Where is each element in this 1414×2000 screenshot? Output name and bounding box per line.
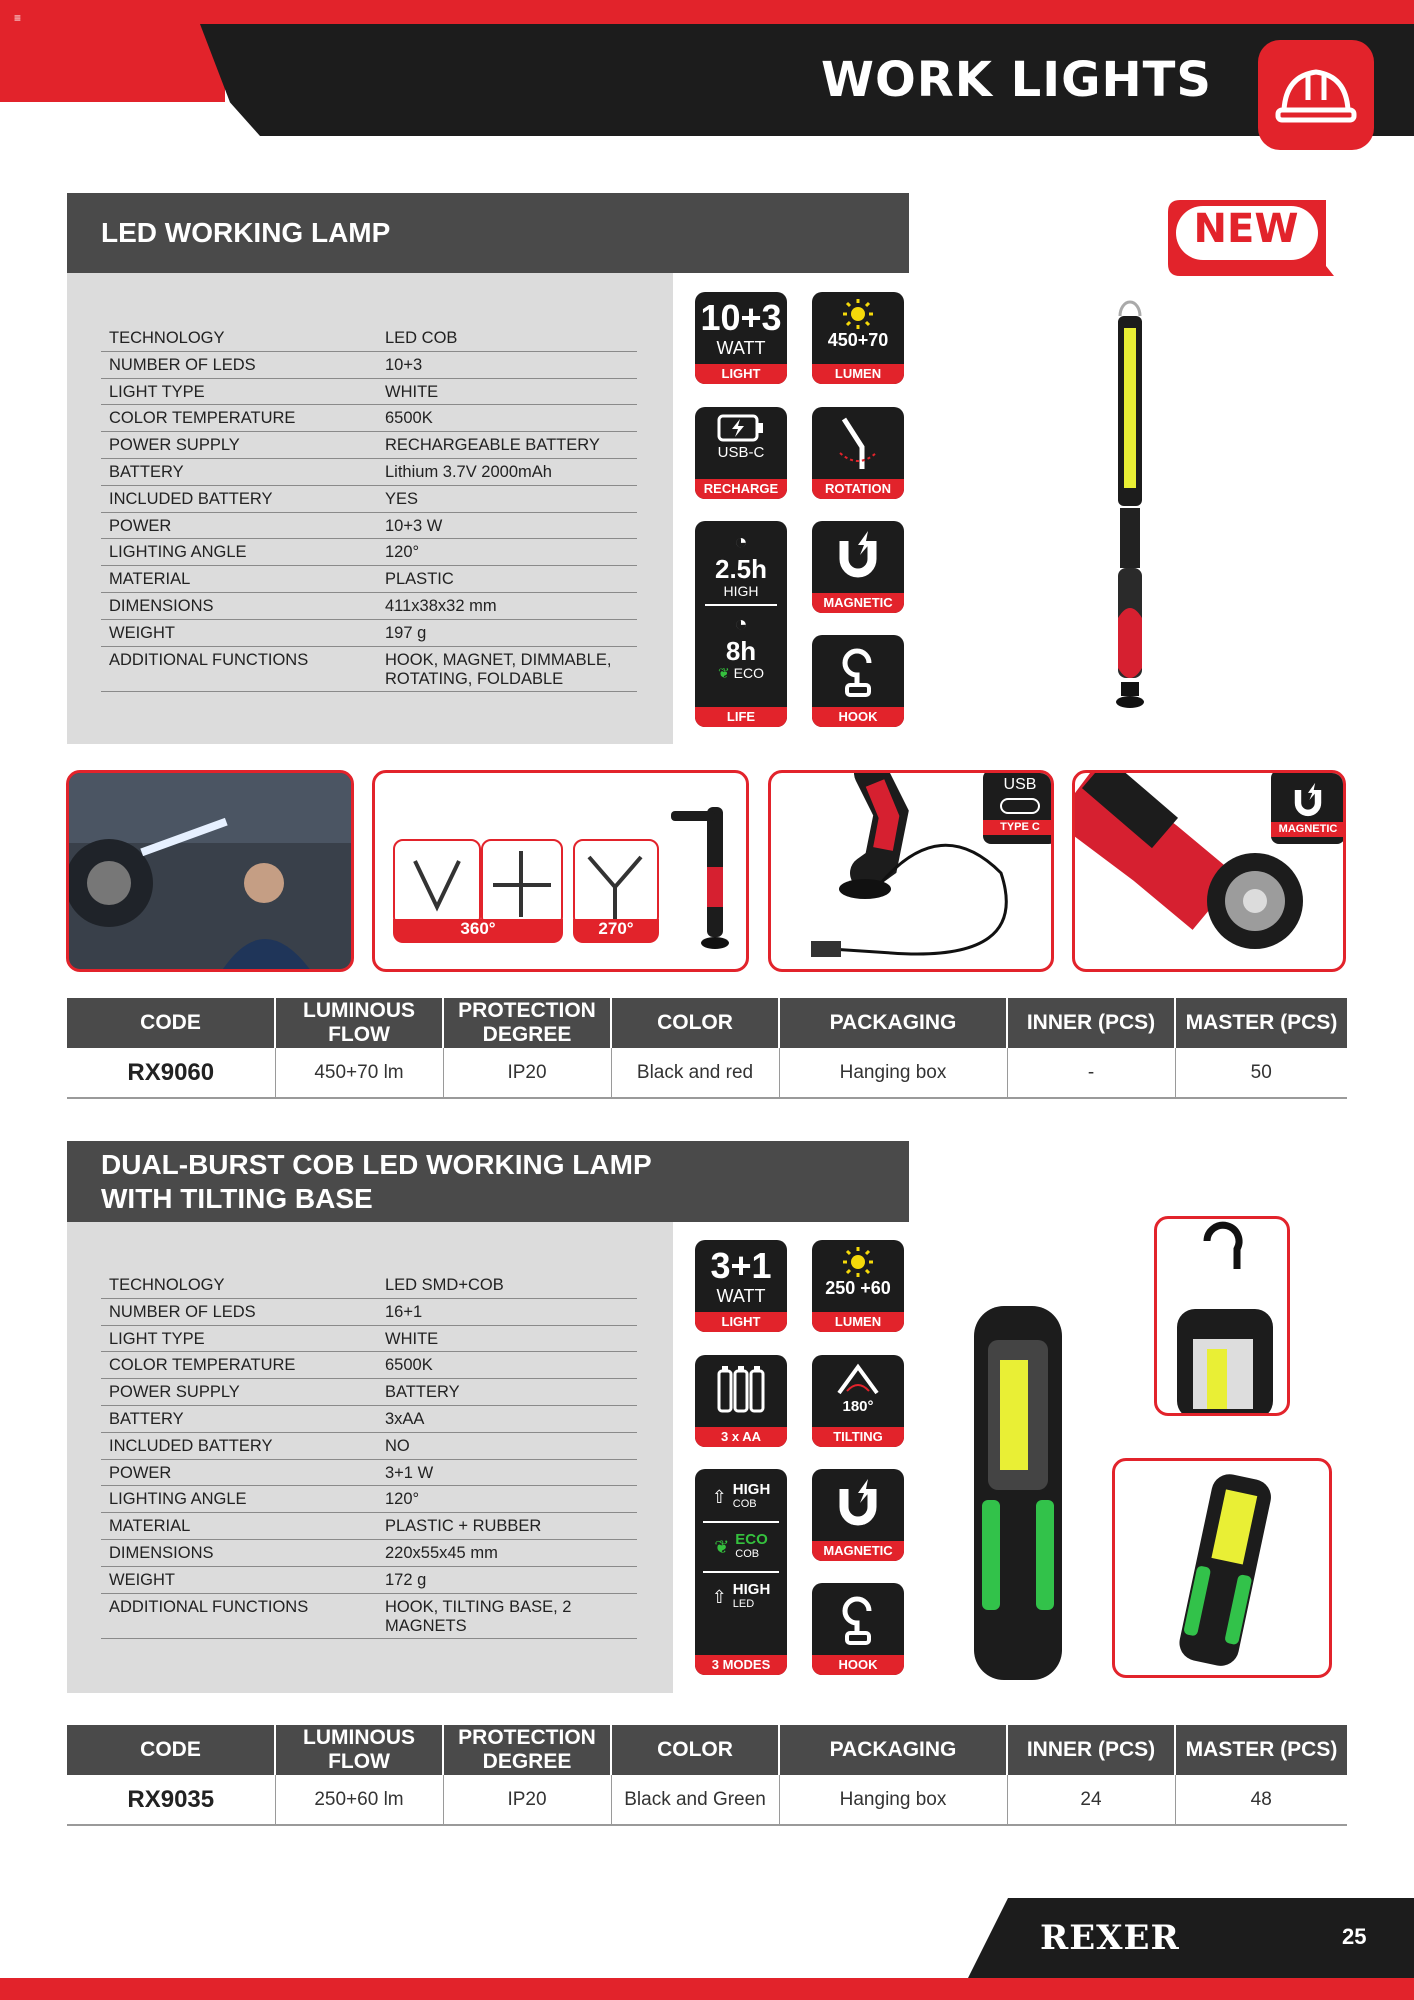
- spec-value: PLASTIC + RUBBER: [385, 1517, 542, 1536]
- table-row: [67, 1048, 1347, 1098]
- hook-icon: [833, 1589, 883, 1649]
- feature-label: LUMEN: [812, 1312, 904, 1332]
- spec-row: [101, 593, 637, 620]
- feature-rotation: [812, 407, 904, 499]
- spec-key: TECHNOLOGY: [109, 329, 225, 347]
- spec-value: 10+3: [385, 355, 423, 374]
- spec-row: [101, 1326, 637, 1353]
- mode-high-cob: [695, 1469, 787, 1511]
- protection-degree: IP20: [443, 1775, 611, 1825]
- product-2-title-bar: [67, 1141, 909, 1222]
- product-1-title: LED WORKING LAMP: [101, 217, 391, 248]
- spec-key: LIGHT TYPE: [109, 382, 205, 401]
- spec-value: WHITE: [385, 382, 439, 401]
- spec-row: [101, 513, 637, 540]
- life-high-label: HIGH: [723, 583, 759, 599]
- feature-tilting: [812, 1355, 904, 1447]
- spec-row: [101, 539, 637, 566]
- col-inner: INNER (PCS): [1007, 1725, 1175, 1775]
- feature-watt: [695, 292, 787, 384]
- spec-value: 16+1: [385, 1302, 423, 1321]
- product-1-spec-table: [101, 325, 637, 692]
- spec-row: [101, 486, 637, 513]
- spec-row: [101, 1433, 637, 1460]
- spec-value: NO: [385, 1436, 410, 1455]
- spec-key: POWER: [109, 516, 172, 535]
- mode-sub: COB: [735, 1548, 760, 1560]
- spec-key: COLOR TEMPERATURE: [109, 1356, 296, 1375]
- spec-row: [101, 405, 637, 432]
- magnetic-base-panel: [1072, 770, 1346, 972]
- spec-value: 10+3 W: [385, 516, 443, 535]
- watt-value: 10+3: [700, 297, 782, 338]
- spec-value: 6500K: [385, 409, 433, 428]
- spec-row: [101, 325, 637, 352]
- feature-magnetic: [812, 1469, 904, 1561]
- spec-row: [101, 1567, 637, 1594]
- spec-value: RECHARGEABLE BATTERY: [385, 436, 600, 455]
- spec-row: [101, 1299, 637, 1326]
- magnet-icon: [830, 527, 886, 583]
- luminous-flow: 250+60 lm: [275, 1775, 443, 1825]
- spec-row: [101, 352, 637, 379]
- spec-key: MATERIAL: [109, 1517, 191, 1536]
- arrow-up-icon: ⇧: [711, 1486, 727, 1507]
- spec-value: LED COB: [385, 329, 458, 347]
- spec-value: 172 g: [385, 1570, 427, 1589]
- feature-magnetic: [812, 521, 904, 613]
- col-code: CODE: [67, 998, 275, 1048]
- spec-row: [101, 647, 637, 692]
- degree-badge-360: 360°: [393, 919, 563, 943]
- mode-label: HIGH: [732, 1481, 771, 1498]
- product-1-photo: [1110, 298, 1150, 718]
- spec-key: NUMBER OF LEDS: [109, 355, 256, 374]
- spec-value: 411x38x32 mm: [385, 596, 497, 615]
- spec-row: [101, 1594, 637, 1639]
- spec-key: DIMENSIONS: [109, 596, 214, 615]
- product-1-title-bar: [67, 193, 909, 273]
- menu-icon[interactable]: ≡: [14, 11, 22, 25]
- page-title: WORK LIGHTS: [821, 52, 1212, 108]
- magnetic-badge-label: MAGNETIC: [1271, 822, 1345, 837]
- product-code: RX9035: [67, 1775, 275, 1825]
- col-color: COLOR: [611, 1725, 779, 1775]
- feature-label: LIGHT: [695, 364, 787, 384]
- life-eco-time: 8h: [725, 636, 757, 666]
- angle-illustration: [393, 839, 481, 927]
- usb-type-c-badge: [983, 770, 1054, 844]
- clock-icon: ◔: [734, 529, 748, 554]
- spec-value: 3+1 W: [385, 1463, 434, 1482]
- spec-value: BATTERY: [385, 1383, 460, 1402]
- product-code: RX9060: [67, 1048, 275, 1098]
- spec-value: 120°: [385, 1490, 420, 1509]
- product-2-title-line-1: DUAL-BURST COB LED WORKING LAMP: [101, 1148, 652, 1180]
- inner-pcs: -: [1007, 1048, 1175, 1098]
- angle-illustration: [481, 839, 563, 927]
- hook-icon: [833, 641, 883, 701]
- spec-value: WHITE: [385, 1329, 439, 1348]
- protection-degree: IP20: [443, 1048, 611, 1098]
- col-master: MASTER (PCS): [1175, 998, 1347, 1048]
- sun-icon: [840, 1246, 876, 1278]
- angle-illustration: [573, 839, 659, 927]
- footer-red-strip: [0, 1978, 1414, 2000]
- spec-row: [101, 566, 637, 593]
- mode-sub: COB: [732, 1498, 757, 1510]
- mode-label: ECO: [735, 1531, 768, 1548]
- col-packaging: PACKAGING: [779, 998, 1007, 1048]
- color: Black and red: [611, 1048, 779, 1098]
- product-2-title-line-2: WITH TILTING BASE: [101, 1182, 373, 1214]
- spec-key: WEIGHT: [109, 623, 175, 642]
- packaging: Hanging box: [779, 1048, 1007, 1098]
- header-band: [200, 24, 1414, 136]
- spec-row: [101, 1352, 637, 1379]
- spec-value: HOOK, MAGNET, DIMMABLE, ROTATING, FOLDABLE: [385, 650, 612, 688]
- col-color: COLOR: [611, 998, 779, 1048]
- col-luminous-flow: LUMINOUS FLOW: [275, 998, 443, 1048]
- lumen-value: 250 +60: [825, 1278, 891, 1298]
- mode-high-led: [695, 1583, 787, 1611]
- leaf-icon: ❦: [714, 1536, 730, 1557]
- table-row: [67, 1775, 1347, 1825]
- clock-icon: ◔: [734, 611, 748, 636]
- rotation-angles-panel: [372, 770, 749, 972]
- spec-key: LIGHT TYPE: [109, 1329, 205, 1348]
- watt-value: 3+1: [710, 1245, 772, 1286]
- product-2-spec-box: [67, 1222, 673, 1693]
- arrow-up-icon: ⇧: [711, 1586, 727, 1607]
- spec-key: POWER: [109, 1463, 172, 1482]
- spec-row: [101, 1486, 637, 1513]
- page-number: 25: [1342, 1924, 1367, 1949]
- spec-row: [101, 1460, 637, 1487]
- product-2-photo: [968, 1300, 1068, 1685]
- spec-value: HOOK, TILTING BASE, 2 MAGNETS: [385, 1597, 572, 1635]
- spec-key: WEIGHT: [109, 1570, 175, 1589]
- folded-lamp-image: [667, 797, 737, 957]
- feature-usb-recharge: [695, 407, 787, 499]
- col-packaging: PACKAGING: [779, 1725, 1007, 1775]
- hard-hat-icon: [1258, 40, 1374, 150]
- feature-label: HOOK: [812, 1655, 904, 1675]
- feature-label: MAGNETIC: [812, 593, 904, 613]
- product-2-spec-table: [101, 1272, 637, 1639]
- spec-key: ADDITIONAL FUNCTIONS: [109, 650, 309, 669]
- mode-eco-cob: [695, 1533, 787, 1561]
- feature-label: TILTING: [812, 1427, 904, 1447]
- brand-logo: REXER: [1040, 1918, 1180, 1958]
- col-protection: PROTECTION DEGREE: [443, 998, 611, 1048]
- spec-key: DIMENSIONS: [109, 1543, 214, 1562]
- spec-value: 120°: [385, 543, 420, 562]
- spec-key: TECHNOLOGY: [109, 1276, 225, 1294]
- feature-lumen: [812, 292, 904, 384]
- product-2-table: [67, 1725, 1347, 1826]
- spec-key: LIGHTING ANGLE: [109, 543, 247, 562]
- hook-detail-panel: [1154, 1216, 1290, 1416]
- spec-key: COLOR TEMPERATURE: [109, 409, 296, 428]
- spec-row: [101, 1540, 637, 1567]
- spec-row: [101, 1513, 637, 1540]
- feature-label: MAGNETIC: [812, 1541, 904, 1561]
- life-high-time: 2.5h: [714, 554, 768, 584]
- usb-badge-text: USB: [1003, 776, 1037, 793]
- battery-charge-icon: [716, 413, 766, 443]
- tilting-base-panel: [1112, 1458, 1332, 1678]
- header-red-corner: [0, 0, 225, 102]
- master-pcs: 50: [1175, 1048, 1347, 1098]
- spec-key: INCLUDED BATTERY: [109, 1436, 273, 1455]
- divider: [703, 1521, 779, 1523]
- life-eco-label: ECO: [733, 665, 764, 681]
- spec-value: YES: [385, 489, 419, 508]
- feature-label: LIGHT: [695, 1312, 787, 1332]
- divider: [705, 604, 777, 606]
- feature-label: LIFE: [695, 707, 787, 727]
- magnetic-badge: [1271, 770, 1345, 844]
- spec-row: [101, 1272, 637, 1299]
- spec-value: 6500K: [385, 1356, 433, 1375]
- new-badge-text: NEW: [1193, 206, 1299, 252]
- tilt-angle: 180°: [842, 1398, 874, 1415]
- aa-batteries-icon: [714, 1361, 768, 1417]
- color: Black and Green: [611, 1775, 779, 1825]
- new-badge: [1166, 196, 1338, 266]
- spec-value: 3xAA: [385, 1409, 425, 1428]
- feature-lumen: [812, 1240, 904, 1332]
- usb-charging-panel: [768, 770, 1054, 972]
- lumen-value: 450+70: [827, 330, 889, 350]
- magnet-icon: [1288, 778, 1328, 822]
- col-inner: INNER (PCS): [1007, 998, 1175, 1048]
- spec-key: POWER SUPPLY: [109, 1383, 240, 1402]
- mode-label: HIGH: [732, 1581, 771, 1598]
- feature-label: LUMEN: [812, 364, 904, 384]
- watt-unit: WATT: [716, 1286, 766, 1306]
- feature-hook: [812, 1583, 904, 1675]
- leaf-icon: ❦: [718, 665, 730, 681]
- spec-key: POWER SUPPLY: [109, 436, 240, 455]
- luminous-flow: 450+70 lm: [275, 1048, 443, 1098]
- usb-c-port-icon: [1000, 798, 1040, 814]
- spec-key: BATTERY: [109, 1409, 184, 1428]
- mechanic-photo: [66, 770, 354, 972]
- feature-watt: [695, 1240, 787, 1332]
- col-protection: PROTECTION DEGREE: [443, 1725, 611, 1775]
- col-code: CODE: [67, 1725, 275, 1775]
- spec-value: LED SMD+COB: [385, 1276, 504, 1294]
- spec-value: Lithium 3.7V 2000mAh: [385, 462, 552, 481]
- spec-row: [101, 379, 637, 406]
- spec-row: [101, 1406, 637, 1433]
- product-1-table: [67, 998, 1347, 1099]
- packaging: Hanging box: [779, 1775, 1007, 1825]
- degree-badge-270: 270°: [573, 919, 659, 943]
- spec-value: 220x55x45 mm: [385, 1543, 498, 1562]
- spec-row: [101, 432, 637, 459]
- sun-icon: [840, 298, 876, 330]
- spec-key: MATERIAL: [109, 570, 191, 589]
- leaf-eco: [695, 665, 787, 681]
- usb-badge-label: TYPE C: [983, 820, 1054, 835]
- col-luminous-flow: LUMINOUS FLOW: [275, 1725, 443, 1775]
- master-pcs: 48: [1175, 1775, 1347, 1825]
- divider: [703, 1571, 779, 1573]
- feature-label: 3 x AA: [695, 1427, 787, 1447]
- inner-pcs: 24: [1007, 1775, 1175, 1825]
- feature-label: RECHARGE: [695, 479, 787, 499]
- feature-label: HOOK: [812, 707, 904, 727]
- spec-value: 197 g: [385, 623, 427, 642]
- spec-row: [101, 459, 637, 486]
- feature-modes: [695, 1469, 787, 1675]
- spec-key: LIGHTING ANGLE: [109, 1490, 247, 1509]
- watt-unit: WATT: [716, 338, 766, 358]
- feature-life: [695, 521, 787, 727]
- rotation-icon: [828, 413, 888, 473]
- spec-row: [101, 1379, 637, 1406]
- magnet-icon: [830, 1475, 886, 1531]
- usb-text: USB-C: [717, 444, 765, 461]
- spec-key: INCLUDED BATTERY: [109, 489, 273, 508]
- feature-label: 3 MODES: [695, 1655, 787, 1675]
- mode-sub: LED: [732, 1598, 755, 1610]
- spec-key: BATTERY: [109, 462, 184, 481]
- feature-hook: [812, 635, 904, 727]
- spec-key: ADDITIONAL FUNCTIONS: [109, 1597, 309, 1616]
- feature-battery-aa: [695, 1355, 787, 1447]
- feature-label: ROTATION: [812, 479, 904, 499]
- spec-row: [101, 620, 637, 647]
- spec-value: PLASTIC: [385, 570, 454, 589]
- tilt-icon: [833, 1361, 883, 1397]
- spec-key: NUMBER OF LEDS: [109, 1302, 256, 1321]
- product-1-spec-box: [67, 273, 673, 744]
- col-master: MASTER (PCS): [1175, 1725, 1347, 1775]
